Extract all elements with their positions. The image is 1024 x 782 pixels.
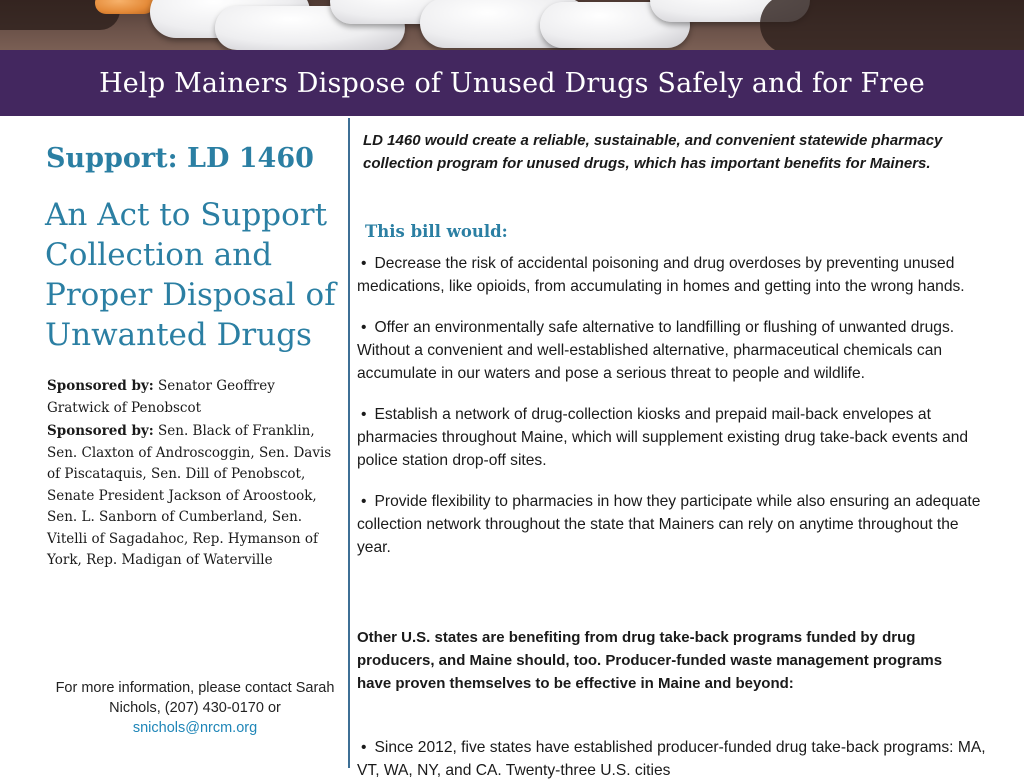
bullet-glyph: • (361, 406, 367, 423)
since-2012-bullet (357, 736, 987, 782)
other-states-paragraph: Other U.S. states are benefiting from drug take-back programs funded by drug producers, and Maine should, too. Producer-funded waste management programs have proven themselves to be effective in Maine and beyond: (357, 629, 943, 692)
bullet-glyph: • (361, 319, 367, 336)
cosponsors (47, 421, 337, 572)
list-item (357, 316, 987, 385)
bullet-glyph: • (361, 493, 367, 510)
intro-paragraph: LD 1460 would create a reliable, sustainable, and convenient statewide pharmacy collection program for unused drugs, which has important benefits for Mainers. (363, 132, 943, 172)
bullet-glyph: • (361, 739, 367, 756)
contact-text: For more information, please contact Sarah Nichols, (207) 430-0170 or (55, 680, 335, 716)
sponsor-label: Sponsored by: (47, 378, 154, 394)
column-divider (348, 118, 350, 768)
sponsor-text: Senator Geoffrey Gratwick of Penobscot (47, 378, 275, 416)
title-banner (0, 50, 1024, 116)
banner-title: Help Mainers Dispose of Unused Drugs Safely and for Free (99, 67, 925, 99)
bill-heading: This bill would: (365, 222, 508, 241)
left-column (0, 116, 348, 768)
list-item (357, 490, 987, 559)
contact-info (40, 678, 350, 738)
act-title: An Act to Support Collection and Proper Disposal of Unwanted Drugs (45, 197, 336, 353)
cosponsor-text: Sen. Black of Franklin, Sen. Claxton of Androscoggin, Sen. Davis of Piscataquis, Sen. Dill of Penobscot, Senate President Jackson of Aroostook, Sen. L. Sanborn of Cumberland, Sen. Vitelli of Sagadahoc, Rep. Hymanson of York, Rep. Madigan of Waterville (47, 423, 332, 568)
list-item (357, 403, 987, 472)
bullet-text: Decrease the risk of accidental poisoning and drug overdoses by preventing unused medications, like opioids, from accumulating in homes and getting into the wrong hands. (357, 255, 965, 295)
bullet-text: Provide flexibility to pharmacies in how they participate while also ensuring an adequate collection network throughout the state that Mainers can rely on anytime throughout the year. (357, 493, 981, 556)
hero-pills-photo (0, 0, 1024, 50)
support-heading: Support: LD 1460 (46, 143, 314, 174)
bullet-glyph: • (361, 255, 367, 272)
right-column (357, 116, 987, 779)
cosponsor-label: Sponsored by: (47, 423, 154, 439)
contact-email-link[interactable]: snichols@nrcm.org (132, 720, 258, 736)
since-text: Since 2012, five states have established producer-funded drug take-back programs: MA, VT, WA, NY, and CA. Twenty-three U.S. cities (357, 739, 986, 779)
bullet-text: Establish a network of drug-collection kiosks and prepaid mail-back envelopes at pharmacies throughout Maine, which will supplement existing drug take-back events and police station drop-off sites. (357, 406, 969, 469)
primary-sponsor (47, 376, 337, 419)
bill-bullet-list (357, 252, 987, 577)
list-item (357, 252, 987, 298)
bullet-text: Offer an environmentally safe alternative to landfilling or flushing of unwanted drugs. Without a convenient and well-established alternative, pharmaceutical chemicals can accumulate in our waters and pose a serious threat to people and wildlife. (357, 319, 955, 382)
